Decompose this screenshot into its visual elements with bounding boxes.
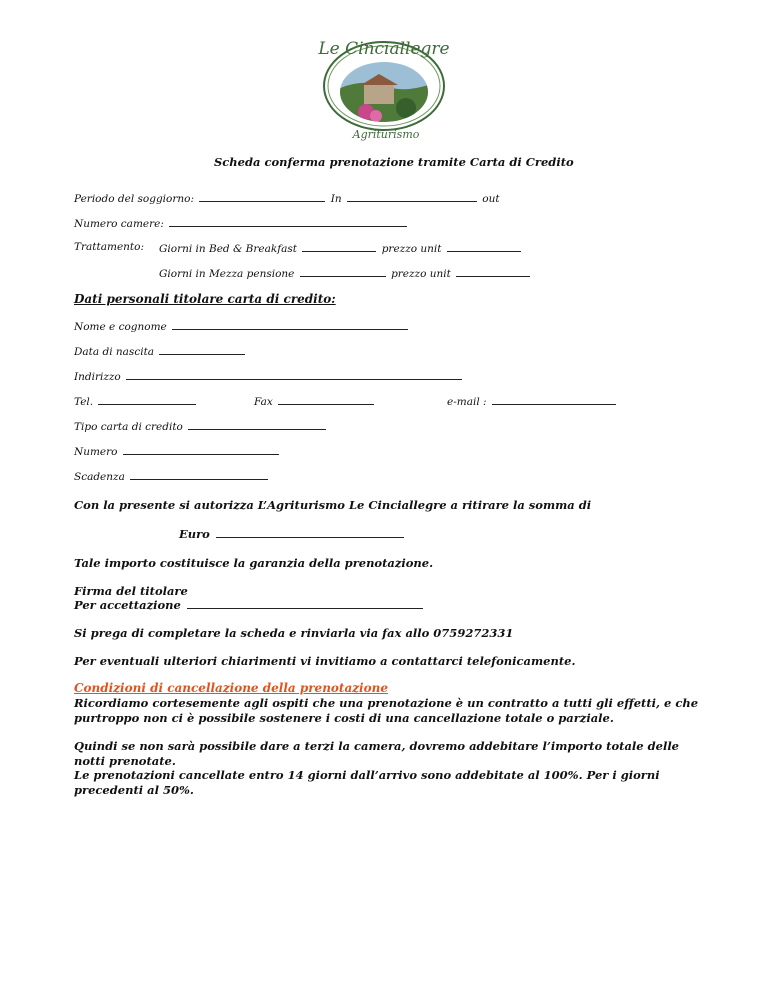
birth-label: Data di nascita <box>74 346 155 358</box>
treatment-label: Trattamento: <box>74 241 144 253</box>
cancellation-p1: Ricordiamo cortesemente agli ospiti che una prenotazione è un contratto a tutti gli effetti, e che purtroppo non ci è possibile sostenere i costi di una cancellazione totale o parziale. <box>74 696 699 725</box>
signature-label: Per accettazione <box>74 598 181 612</box>
expiry-field[interactable] <box>130 469 268 480</box>
euro-row <box>179 527 406 541</box>
email-label: e-mail : <box>447 396 487 408</box>
rooms-field[interactable] <box>169 216 407 227</box>
birth-field[interactable] <box>159 344 245 355</box>
treatment-bb-row <box>159 241 523 255</box>
rooms-label: Numero camere: <box>74 218 164 230</box>
fax-field[interactable] <box>278 394 374 405</box>
signature-line1: Firma del titolare <box>74 584 188 598</box>
signature-row <box>74 598 425 612</box>
cancellation-p3: Le prenotazioni cancellate entro 14 giorni dall’arrivo sono addebitate al 100%. Per i giorni precedenti al 50%. <box>74 768 660 797</box>
card-type-field[interactable] <box>188 419 326 430</box>
email-row <box>447 394 618 408</box>
birth-row <box>74 344 247 358</box>
bb-days-field[interactable] <box>302 241 376 252</box>
tel-field[interactable] <box>98 394 196 405</box>
euro-label: Euro <box>179 527 210 541</box>
stay-row <box>74 191 500 205</box>
expiry-label: Scadenza <box>74 471 125 483</box>
fax-label: Fax <box>254 396 273 408</box>
hb-price-field[interactable] <box>456 266 530 277</box>
stay-out-label: out <box>482 193 500 205</box>
logo <box>306 24 462 144</box>
treatment-hb-row <box>159 266 532 280</box>
card-type-row <box>74 419 328 433</box>
tel-label: Tel. <box>74 396 94 408</box>
number-label: Numero <box>74 446 118 458</box>
address-label: Indirizzo <box>74 371 121 383</box>
euro-field[interactable] <box>216 527 404 538</box>
contact-text: Per eventuali ulteriori chiarimenti vi invitiamo a contattarci telefonicamente. <box>74 654 576 668</box>
form-title: Scheda conferma prenotazione tramite Carta di Credito <box>214 155 574 169</box>
fax-request-text: Si prega di completare la scheda e rinviarla via fax allo 0759272331 <box>74 626 514 640</box>
hb-price-label: prezzo unit <box>391 268 451 280</box>
logo-name: Le Cinciallegre <box>318 39 450 59</box>
authorization-text: Con la presente si autorizza L’Agriturismo Le Cinciallegre a ritirare la somma di <box>74 498 592 512</box>
stay-out-field[interactable] <box>347 191 477 202</box>
stay-in-field[interactable] <box>199 191 325 202</box>
number-row <box>74 444 281 458</box>
tel-row <box>74 394 198 408</box>
expiry-row <box>74 469 270 483</box>
name-row <box>74 319 410 333</box>
hb-label: Giorni in Mezza pensione <box>159 268 295 280</box>
card-type-label: Tipo carta di credito <box>74 421 183 433</box>
hb-days-field[interactable] <box>300 266 386 277</box>
logo-subtitle: Agriturismo <box>352 128 420 141</box>
address-field[interactable] <box>126 369 462 380</box>
address-row <box>74 369 464 383</box>
rooms-row <box>74 216 409 230</box>
name-label: Nome e cognome <box>74 321 167 333</box>
landscape-photo <box>336 60 436 130</box>
number-field[interactable] <box>123 444 279 455</box>
name-field[interactable] <box>172 319 408 330</box>
signature-field[interactable] <box>187 598 423 609</box>
fax-row <box>254 394 376 408</box>
email-field[interactable] <box>492 394 616 405</box>
stay-label: Periodo del soggiorno: <box>74 193 194 205</box>
bb-price-field[interactable] <box>447 241 521 252</box>
guarantee-text: Tale importo costituisce la garanzia della prenotazione. <box>74 556 434 570</box>
cancellation-title: Condizioni di cancellazione della prenotazione <box>74 681 388 695</box>
holder-heading: Dati personali titolare carta di credito: <box>74 292 336 306</box>
bb-label: Giorni in Bed & Breakfast <box>159 243 298 255</box>
cancellation-p2: Quindi se non sarà possibile dare a terzi la camera, dovremo addebitare l’importo totale delle notti prenotate. <box>74 739 680 768</box>
bb-price-label: prezzo unit <box>381 243 442 255</box>
stay-in-label: In <box>330 193 342 205</box>
